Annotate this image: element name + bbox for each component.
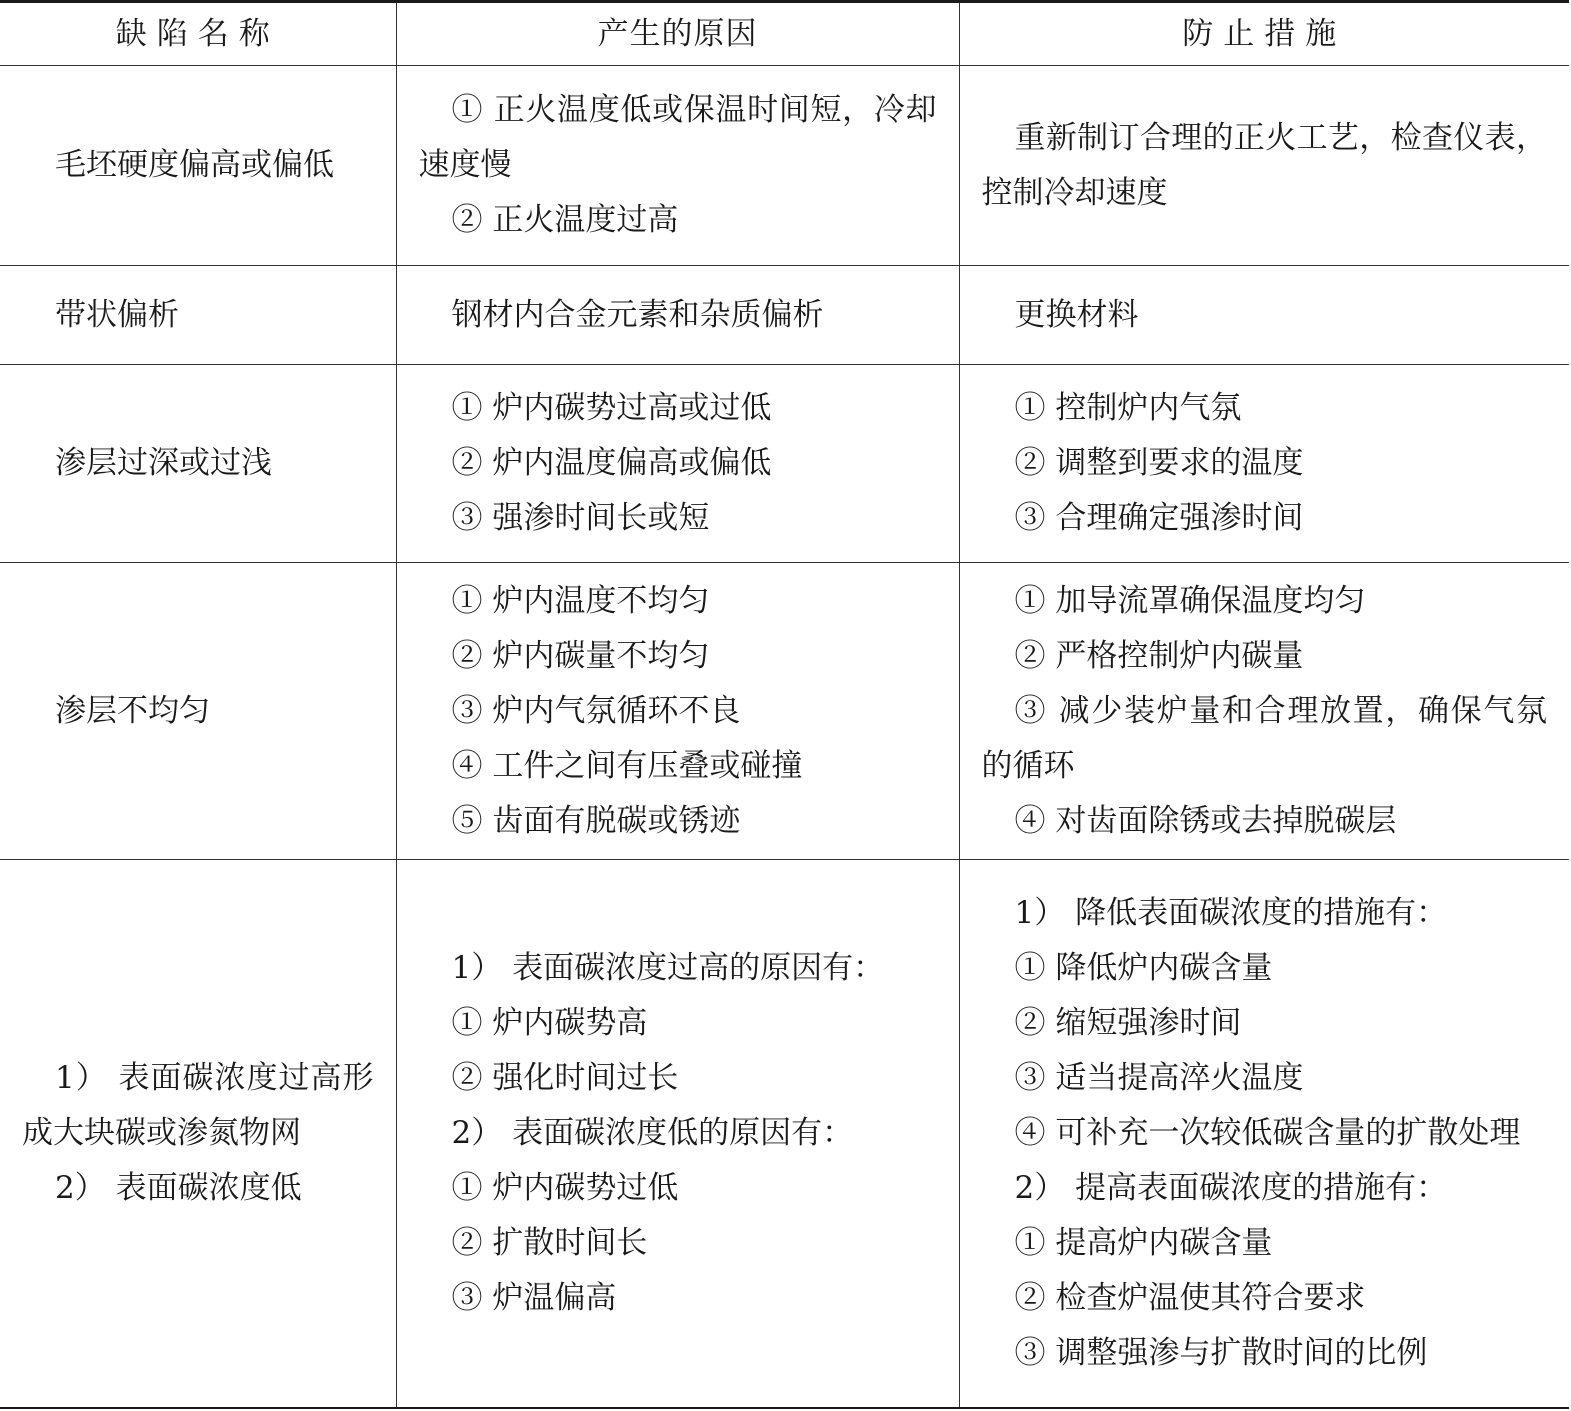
causes-cell <box>396 860 959 1409</box>
cell-line: 1） 表面碳浓度过高的原因有： <box>451 950 885 986</box>
cell-line: ④ 工件之间有压叠或碰撞 <box>451 747 803 784</box>
header-prevention: 防止措施 <box>959 2 1569 66</box>
cell-line: ② 检查炉温使其符合要求 <box>1014 1280 1366 1316</box>
cell-line: 2） 表面碳浓度低的原因有： <box>451 1115 854 1151</box>
cell-line: ① 提高炉内碳含量 <box>1014 1225 1273 1261</box>
measures-cell <box>959 563 1569 860</box>
header-defect-name: 缺陷名称 <box>0 2 396 66</box>
causes-cell <box>396 66 959 266</box>
defect-cell <box>0 860 396 1409</box>
causes-cell <box>396 266 959 365</box>
cell-line: ③ 调整强渗与扩散时间的比例 <box>1014 1335 1428 1371</box>
cell-line: ① 正火温度低或保温时间短，冷却速度慢 <box>418 92 937 183</box>
defect-cell <box>0 563 396 860</box>
cell-line: ③ 合理确定强渗时间 <box>1014 500 1304 536</box>
measures-cell <box>959 66 1569 266</box>
cell-line: ① 炉内碳势过低 <box>451 1170 679 1206</box>
table-row <box>0 563 1569 860</box>
cell-line: ③ 炉内气氛循环不良 <box>451 692 741 729</box>
cell-line: 渗层过深或过浅 <box>55 445 272 481</box>
cell-line: ② 强化时间过长 <box>451 1060 679 1096</box>
cell-line: ① 炉内碳势过高或过低 <box>451 390 772 426</box>
cell-line: 2） 表面碳浓度低 <box>55 1170 302 1206</box>
cell-line: ② 严格控制炉内碳量 <box>1014 637 1304 674</box>
table-row <box>0 365 1569 563</box>
cell-line: 1） 表面碳浓度过高形成大块碳或渗氮物网 <box>22 1060 374 1151</box>
cell-line: 钢材内合金元素和杂质偏析 <box>451 296 824 333</box>
cell-line: ⑤ 齿面有脱碳或锈迹 <box>451 802 741 839</box>
cell-line: 毛坯硬度偏高或偏低 <box>55 147 334 183</box>
measures-cell <box>959 266 1569 365</box>
cell-line: ② 缩短强渗时间 <box>1014 1005 1242 1041</box>
cell-line: 2） 提高表面碳浓度的措施有： <box>1014 1170 1448 1206</box>
cell-line: ② 正火温度过高 <box>451 202 679 238</box>
cell-line: ① 炉内温度不均匀 <box>451 582 710 619</box>
causes-cell <box>396 563 959 860</box>
cell-line: ③ 适当提高淬火温度 <box>1014 1060 1304 1096</box>
causes-cell <box>396 365 959 563</box>
measures-cell <box>959 860 1569 1409</box>
table-row <box>0 860 1569 1409</box>
cell-line: ③ 减少装炉量和合理放置，确保气氛的循环 <box>981 692 1547 784</box>
cell-line: ① 加导流罩确保温度均匀 <box>1014 582 1366 619</box>
cell-line: 1） 降低表面碳浓度的措施有： <box>1014 895 1448 931</box>
cell-line: ③ 强渗时间长或短 <box>451 500 710 536</box>
cell-line: 带状偏析 <box>55 296 179 333</box>
cell-line: ① 控制炉内气氛 <box>1014 390 1242 426</box>
defect-cell <box>0 365 396 563</box>
cell-line: 重新制订合理的正火工艺，检查仪表，控制冷却速度 <box>981 119 1547 211</box>
cell-line: ③ 炉温偏高 <box>451 1280 617 1316</box>
cell-line: ② 炉内温度偏高或偏低 <box>451 445 772 481</box>
measures-cell <box>959 365 1569 563</box>
cell-line: ④ 对齿面除锈或去掉脱碳层 <box>1014 802 1397 839</box>
cell-line: 渗层不均匀 <box>55 692 210 729</box>
defect-cell <box>0 266 396 365</box>
defect-cell <box>0 66 396 266</box>
cell-line: 更换材料 <box>1014 296 1139 333</box>
cell-line: ④ 可补充一次较低碳含量的扩散处理 <box>1014 1115 1521 1151</box>
cell-line: ① 降低炉内碳含量 <box>1014 950 1273 986</box>
cell-line: ① 炉内碳势高 <box>451 1005 648 1041</box>
cell-line: ② 扩散时间长 <box>451 1225 648 1261</box>
header-causes: 产生的原因 <box>396 2 959 66</box>
table-row <box>0 66 1569 266</box>
cell-line: ② 调整到要求的温度 <box>1014 445 1304 481</box>
cell-line: ② 炉内碳量不均匀 <box>451 637 710 674</box>
table-row <box>0 266 1569 365</box>
header-row <box>0 2 1569 66</box>
